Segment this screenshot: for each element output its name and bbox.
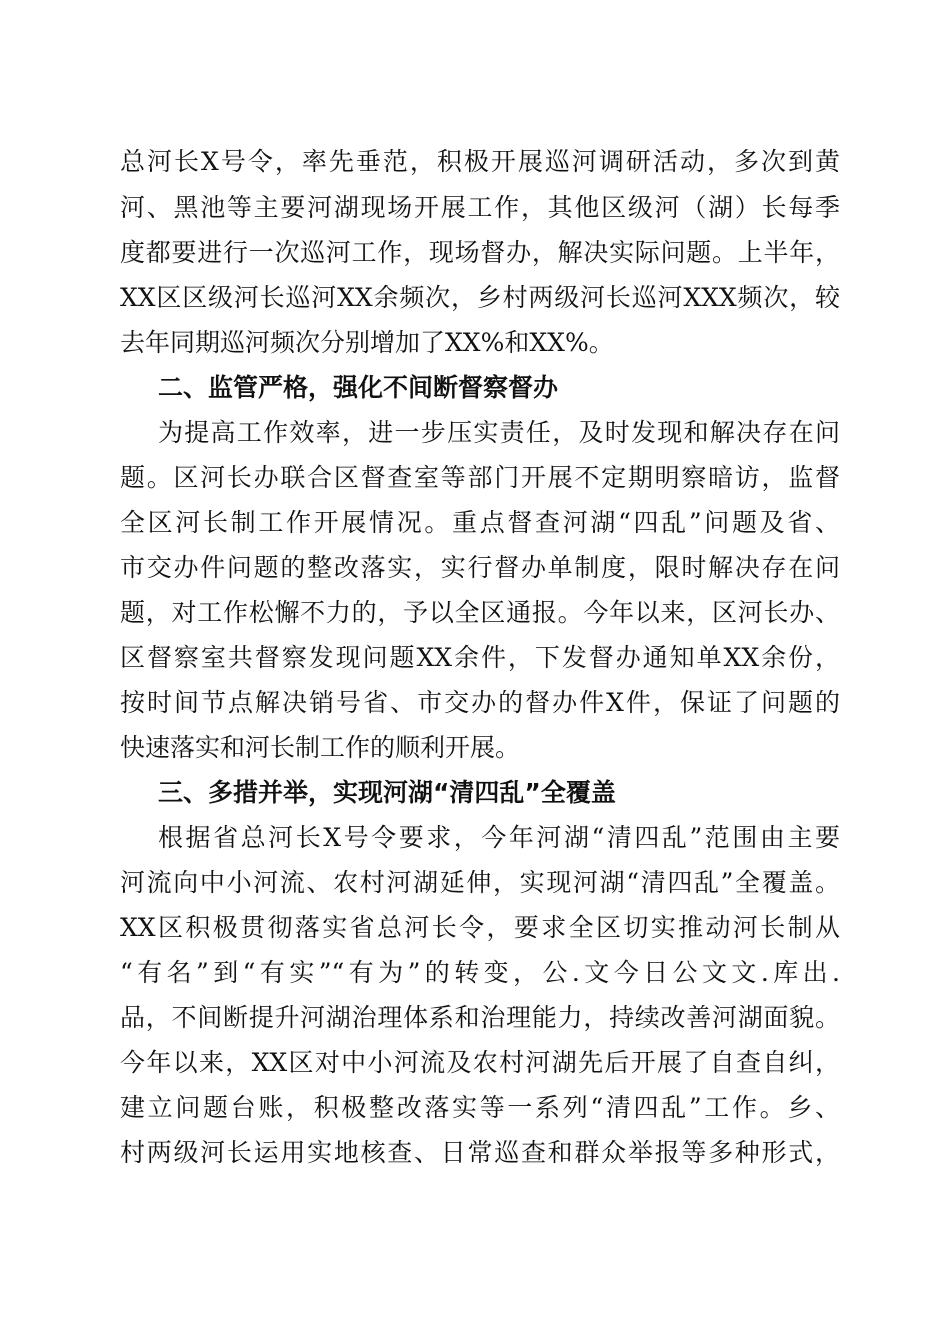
paragraph-1-line-1: 总河长X号令，率先垂范，积极开展巡河调研活动，多次到黄	[120, 147, 840, 176]
paragraph-1-line-3: 度都要进行一次巡河工作，现场督办，解决实际问题。上半年，	[120, 238, 840, 267]
paragraph-1-line-5: 去年同期巡河频次分别增加了XX%和XX%。	[120, 328, 614, 357]
paragraph-2-line-8: 快速落实和河长制工作的顺利开展。	[120, 733, 521, 762]
paragraph-2-line-3: 全区河长制工作开展情况。重点督查河湖“四乱”问题及省、	[120, 508, 840, 537]
paragraph-2-line-4: 市交办件问题的整改落实，实行督办单制度，限时解决存在问	[120, 553, 840, 582]
paragraph-2-line-1: 为提高工作效率，进一步压实责任，及时发现和解决存在问	[158, 418, 840, 447]
section-heading-2: 二、监管严格，强化不间断督察督办	[158, 373, 559, 402]
paragraph-3-line-1: 根据省总河长X号令要求，今年河湖“清四乱”范围由主要	[158, 823, 840, 852]
paragraph-2-line-6: 区督察室共督察发现问题XX余件，下发督办通知单XX余份，	[120, 643, 840, 672]
paragraph-3-line-4: “有名”到“有实”“有为”的转变，公.文今日公文文.库出.	[120, 958, 840, 987]
paragraph-1-line-4: XX区区级河长巡河XX余频次，乡村两级河长巡河XXX频次，较	[120, 283, 840, 312]
paragraph-3-line-7: 建立问题台账，积极整改落实等一系列“清四乱”工作。乡、	[120, 1093, 840, 1122]
paragraph-2-line-7: 按时间节点解决销号省、市交办的督办件X件，保证了问题的	[120, 688, 840, 717]
paragraph-3-line-3: XX区积极贯彻落实省总河长令，要求全区切实推动河长制从	[120, 913, 840, 942]
paragraph-3-line-8: 村两级河长运用实地核查、日常巡查和群众举报等多种形式，	[120, 1138, 840, 1167]
paragraph-1-line-2: 河、黑池等主要河湖现场开展工作，其他区级河（湖）长每季	[120, 193, 840, 222]
paragraph-2-line-2: 题。区河长办联合区督查室等部门开展不定期明察暗访，监督	[120, 463, 840, 492]
paragraph-2-line-5: 题，对工作松懈不力的，予以全区通报。今年以来，区河长办、	[120, 598, 840, 627]
section-heading-3: 三、多措并举，实现河湖“清四乱”全覆盖	[158, 778, 616, 807]
paragraph-3-line-2: 河流向中小河流、农村河湖延伸，实现河湖“清四乱”全覆盖。	[120, 868, 840, 897]
paragraph-3-line-5: 品，不间断提升河湖治理体系和治理能力，持续改善河湖面貌。	[120, 1003, 840, 1032]
paragraph-3-line-6: 今年以来，XX区对中小河流及农村河湖先后开展了自查自纠，	[120, 1048, 840, 1077]
